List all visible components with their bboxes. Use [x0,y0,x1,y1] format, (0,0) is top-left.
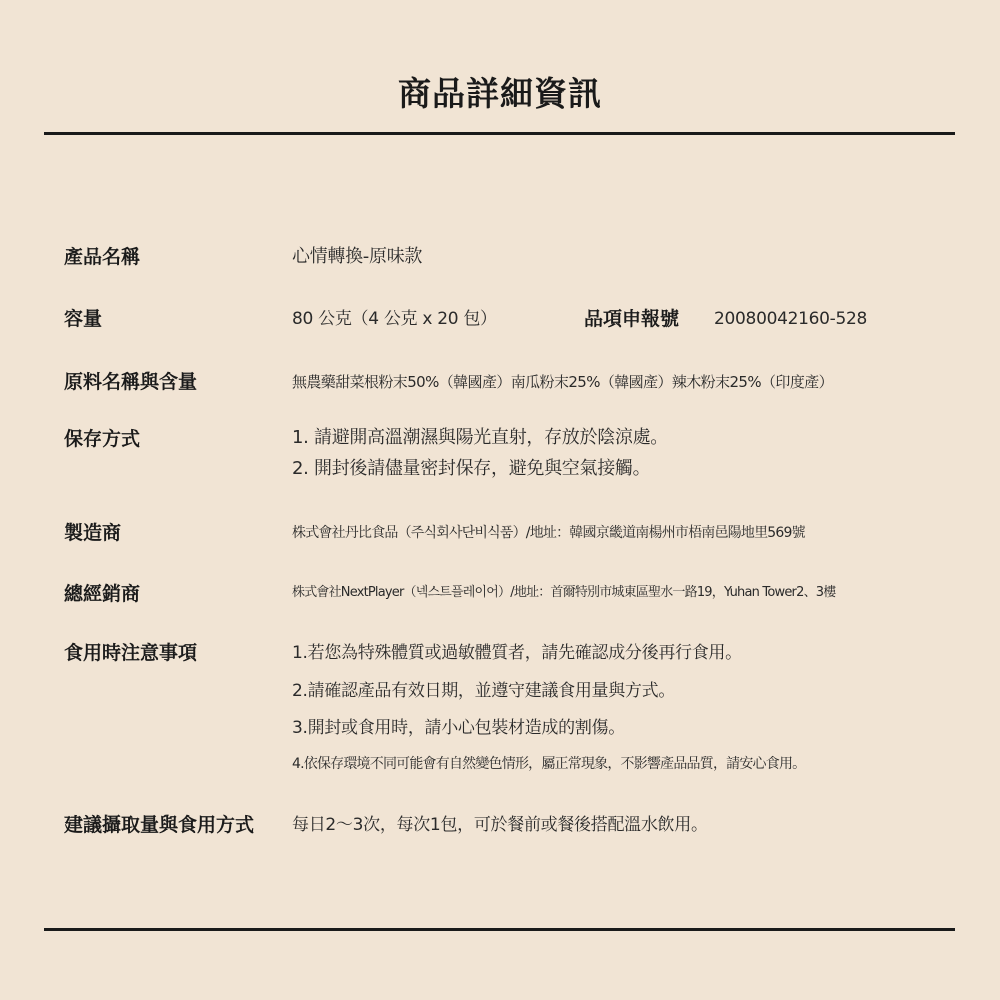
capacity-label: 容量 [64,308,103,330]
page-title: 商品詳細資訊 [398,74,602,113]
ingredients-value: 無農藥甜菜根粉末50%（韓國產）南瓜粉末25%（韓國產）辣木粉末25%（印度產） [292,373,834,391]
precaution-line-2: 2.請確認產品有效日期，並遵守建議食用量與方式。 [292,681,676,701]
precautions-label: 食用時注意事項 [64,642,198,664]
distributor-value: 株式會社NextPlayer（넥스트플레이어）/地址：首爾特別市城東區聖水一路19，Yuhan Tower2、3樓 [292,585,836,600]
usage-value: 每日2～3次，每次1包，可於餐前或餐後搭配溫水飲用。 [292,815,708,835]
report-number-value: 20080042160-528 [714,309,868,329]
precaution-line-3: 3.開封或食用時，請小心包裝材造成的割傷。 [292,718,625,738]
manufacturer-label: 製造商 [64,522,122,544]
product-name-label: 產品名稱 [64,246,141,268]
bottom-divider [44,928,955,931]
product-name-value: 心情轉換-原味款 [292,246,423,267]
distributor-label: 總經銷商 [64,583,141,605]
top-divider [44,132,955,135]
report-number-label: 品項申報號 [584,308,680,330]
precaution-line-1: 1.若您為特殊體質或過敏體質者，請先確認成分後再行食用。 [292,643,742,663]
ingredients-label: 原料名稱與含量 [64,371,198,393]
storage-line-2: 2. 開封後請儘量密封保存，避免與空氣接觸。 [292,458,651,479]
storage-label: 保存方式 [64,428,141,450]
manufacturer-value: 株式會社丹比食品（주식회사단비식품）/地址：韓國京畿道南楊州市梧南邑陽地里569號 [292,525,805,541]
precaution-line-4: 4.依保存環境不同可能會有自然變色情形，屬正常現象，不影響產品品質，請安心食用。 [292,756,806,772]
storage-line-1: 1. 請避開高溫潮濕與陽光直射，存放於陰涼處。 [292,427,668,448]
capacity-value: 80 公克（4 公克 x 20 包） [292,309,497,329]
usage-label: 建議攝取量與食用方式 [64,814,255,836]
